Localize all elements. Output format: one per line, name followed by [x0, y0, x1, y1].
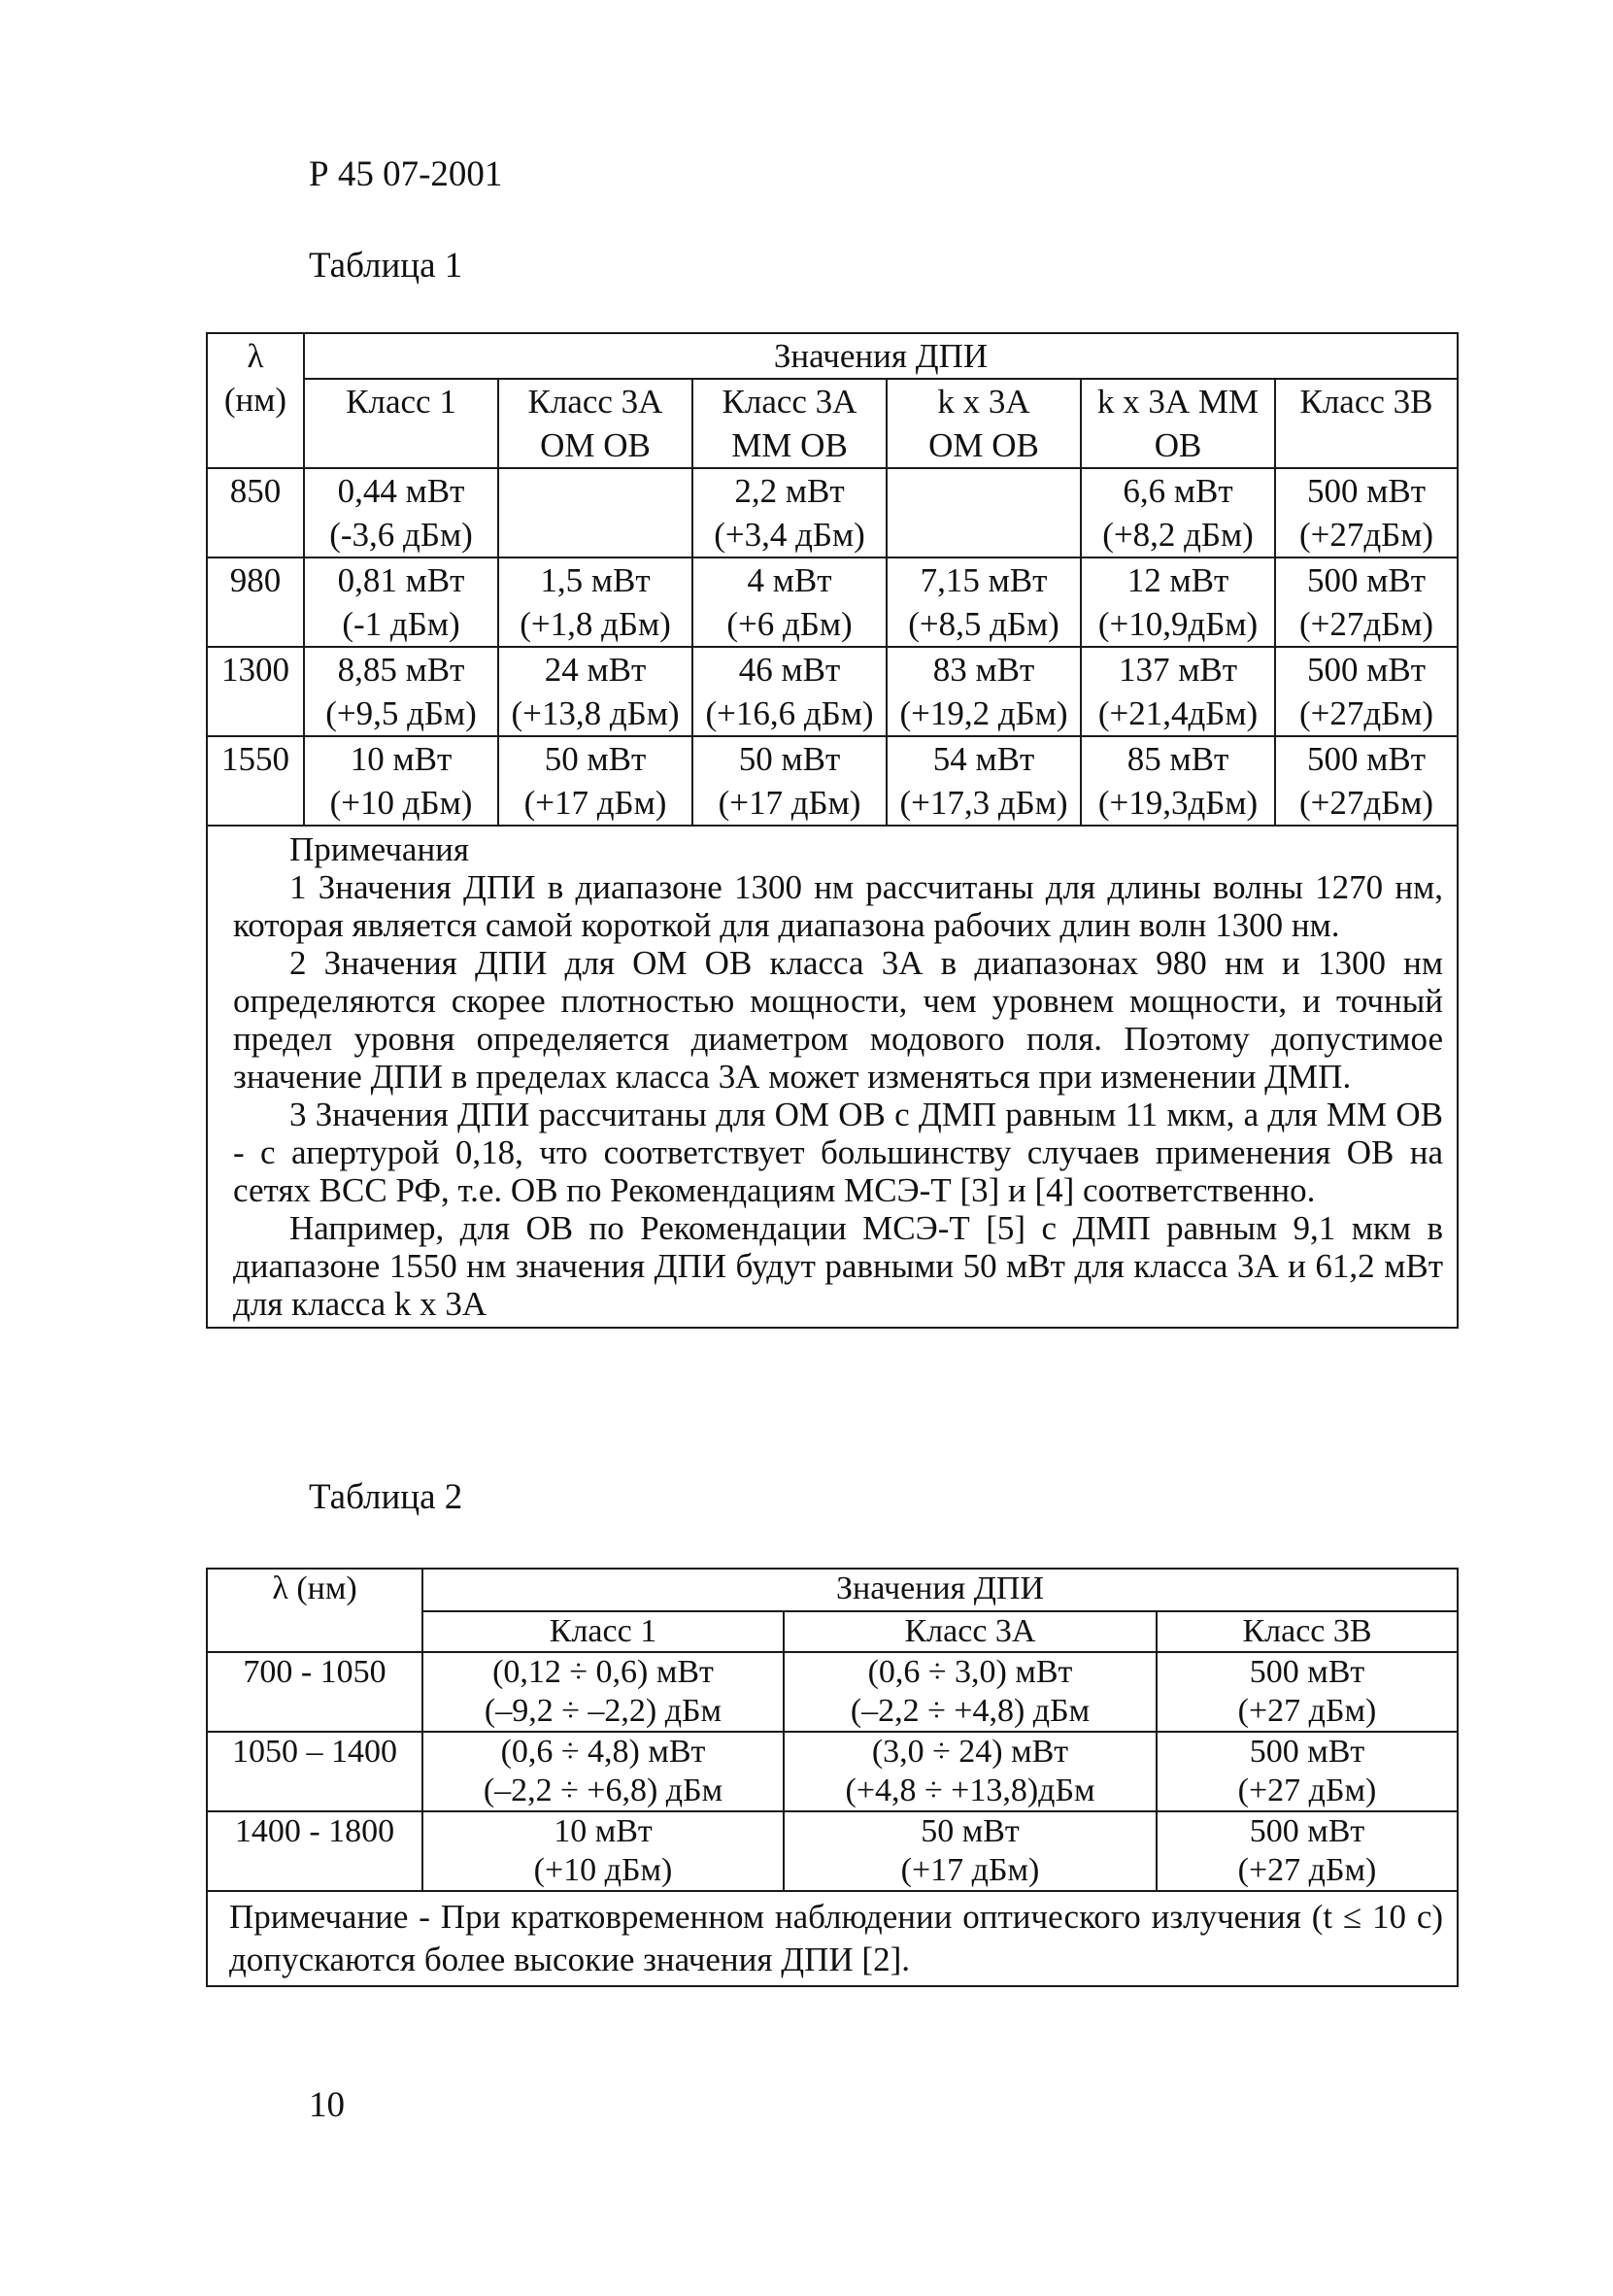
value-cell: 7,15 мВт (+8,5 дБм): [887, 557, 1081, 647]
note-paragraph: 2 Значения ДПИ для ОМ ОВ класса 3А в диапазонах 980 нм и 1300 нм определяются скорее плотностью мощности, чем уровнем мощности, и точный предел уровня определяется диаметром модового поля. Поэтому допустимое значение ДПИ в пределах класса 3А может изменяться при изменении ДМП.: [233, 944, 1443, 1096]
document-code: Р 45 07-2001: [309, 154, 503, 194]
lambda-header: λ (нм): [207, 333, 304, 468]
value-cell: 83 мВт (+19,2 дБм): [887, 647, 1081, 736]
value-cell: 46 мВт (+16,6 дБм): [692, 647, 887, 736]
table2-caption: Таблица 2: [309, 1477, 463, 1517]
table-row: [207, 468, 1458, 557]
class-header: Класс 3А ОМ ОВ: [498, 379, 692, 468]
value-cell: 500 мВт (+27дБм): [1275, 647, 1458, 736]
page-number: 10: [309, 2085, 345, 2125]
value-cell: 137 мВт (+21,4дБм): [1081, 647, 1275, 736]
lambda-cell: 1400 - 1800: [207, 1811, 422, 1891]
value-cell: 50 мВт (+17 дБм): [498, 736, 692, 826]
value-cell: 500 мВт (+27 дБм): [1157, 1652, 1458, 1732]
class-header: k x 3А ОМ ОВ: [887, 379, 1081, 468]
class-header: Класс 3А: [784, 1611, 1157, 1652]
table-row: [207, 1652, 1458, 1732]
table2-note: Примечание - При кратковременном наблюдении оптического излучения (t ≤ 10 с) допускаются более высокие значения ДПИ [2].: [207, 1891, 1458, 1986]
value-cell: 500 мВт (+27дБм): [1275, 557, 1458, 647]
value-cell: (3,0 ÷ 24) мВт (+4,8 ÷ +13,8)дБм: [784, 1732, 1157, 1811]
value-cell: 10 мВт (+10 дБм): [422, 1811, 784, 1891]
values-group-header: Значения ДПИ: [422, 1569, 1458, 1611]
class-header: Класс 1: [304, 379, 498, 468]
value-cell: 0,44 мВт (-3,6 дБм): [304, 468, 498, 557]
lambda-cell: 850: [207, 468, 304, 557]
lambda-cell: 980: [207, 557, 304, 647]
class-header: Класс 3В: [1157, 1611, 1458, 1652]
table-2: [206, 1568, 1459, 1987]
lambda-cell: 1550: [207, 736, 304, 826]
value-cell: 0,81 мВт (-1 дБм): [304, 557, 498, 647]
value-cell: 12 мВт (+10,9дБм): [1081, 557, 1275, 647]
notes-title: Примечания: [289, 830, 470, 868]
value-cell: 10 мВт (+10 дБм): [304, 736, 498, 826]
value-cell: 500 мВт (+27 дБм): [1157, 1811, 1458, 1891]
value-cell: 500 мВт (+27 дБм): [1157, 1732, 1458, 1811]
value-cell: 50 мВт (+17 дБм): [692, 736, 887, 826]
value-cell: (0,12 ÷ 0,6) мВт (–9,2 ÷ –2,2) дБм: [422, 1652, 784, 1732]
table-row: [207, 736, 1458, 826]
note-paragraph: 3 Значения ДПИ рассчитаны для ОМ ОВ с ДМП равным 11 мкм, а для ММ ОВ - с апертурой 0,18, что соответствует большинству случаев применения ОВ на сетях ВСС РФ, т.е. ОВ по Рекомендациям МСЭ-Т [3] и [4] соответственно.: [233, 1096, 1443, 1209]
value-cell: 4 мВт (+6 дБм): [692, 557, 887, 647]
value-cell: 8,85 мВт (+9,5 дБм): [304, 647, 498, 736]
value-cell: 54 мВт (+17,3 дБм): [887, 736, 1081, 826]
lambda-header: λ (нм): [207, 1569, 422, 1652]
table-row: [207, 557, 1458, 647]
value-cell: 6,6 мВт (+8,2 дБм): [1081, 468, 1275, 557]
class-header: Класс 1: [422, 1611, 784, 1652]
value-cell: (0,6 ÷ 4,8) мВт (–2,2 ÷ +6,8) дБм: [422, 1732, 784, 1811]
value-cell: 85 мВт (+19,3дБм): [1081, 736, 1275, 826]
table1-caption: Таблица 1: [309, 246, 463, 286]
table-1: [206, 332, 1459, 1329]
value-cell: 500 мВт (+27дБм): [1275, 736, 1458, 826]
value-cell: 50 мВт (+17 дБм): [784, 1811, 1157, 1891]
lambda-cell: 1300: [207, 647, 304, 736]
table-row: [207, 1732, 1458, 1811]
class-header: Класс 3В: [1275, 379, 1458, 468]
value-cell: (0,6 ÷ 3,0) мВт (–2,2 ÷ +4,8) дБм: [784, 1652, 1157, 1732]
table-row: [207, 647, 1458, 736]
value-cell: [887, 468, 1081, 557]
lambda-cell: 1050 – 1400: [207, 1732, 422, 1811]
note-paragraph: 1 Значения ДПИ в диапазоне 1300 нм рассчитаны для длины волны 1270 нм, которая является самой короткой для диапазона рабочих длин волн 1300 нм.: [233, 868, 1443, 944]
values-group-header: Значения ДПИ: [304, 333, 1458, 379]
value-cell: 500 мВт (+27дБм): [1275, 468, 1458, 557]
table1-notes: [207, 826, 1458, 1328]
value-cell: 24 мВт (+13,8 дБм): [498, 647, 692, 736]
note-paragraph: Например, для ОВ по Рекомендации МСЭ-Т [5] с ДМП равным 9,1 мкм в диапазоне 1550 нм значения ДПИ будут равными 50 мВт для класса 3А и 61,2 мВт для класса k x 3А: [233, 1209, 1443, 1323]
value-cell: [498, 468, 692, 557]
class-header: k x 3А ММ ОВ: [1081, 379, 1275, 468]
value-cell: 2,2 мВт (+3,4 дБм): [692, 468, 887, 557]
value-cell: 1,5 мВт (+1,8 дБм): [498, 557, 692, 647]
lambda-cell: 700 - 1050: [207, 1652, 422, 1732]
table-row: [207, 1811, 1458, 1891]
class-header: Класс 3А ММ ОВ: [692, 379, 887, 468]
